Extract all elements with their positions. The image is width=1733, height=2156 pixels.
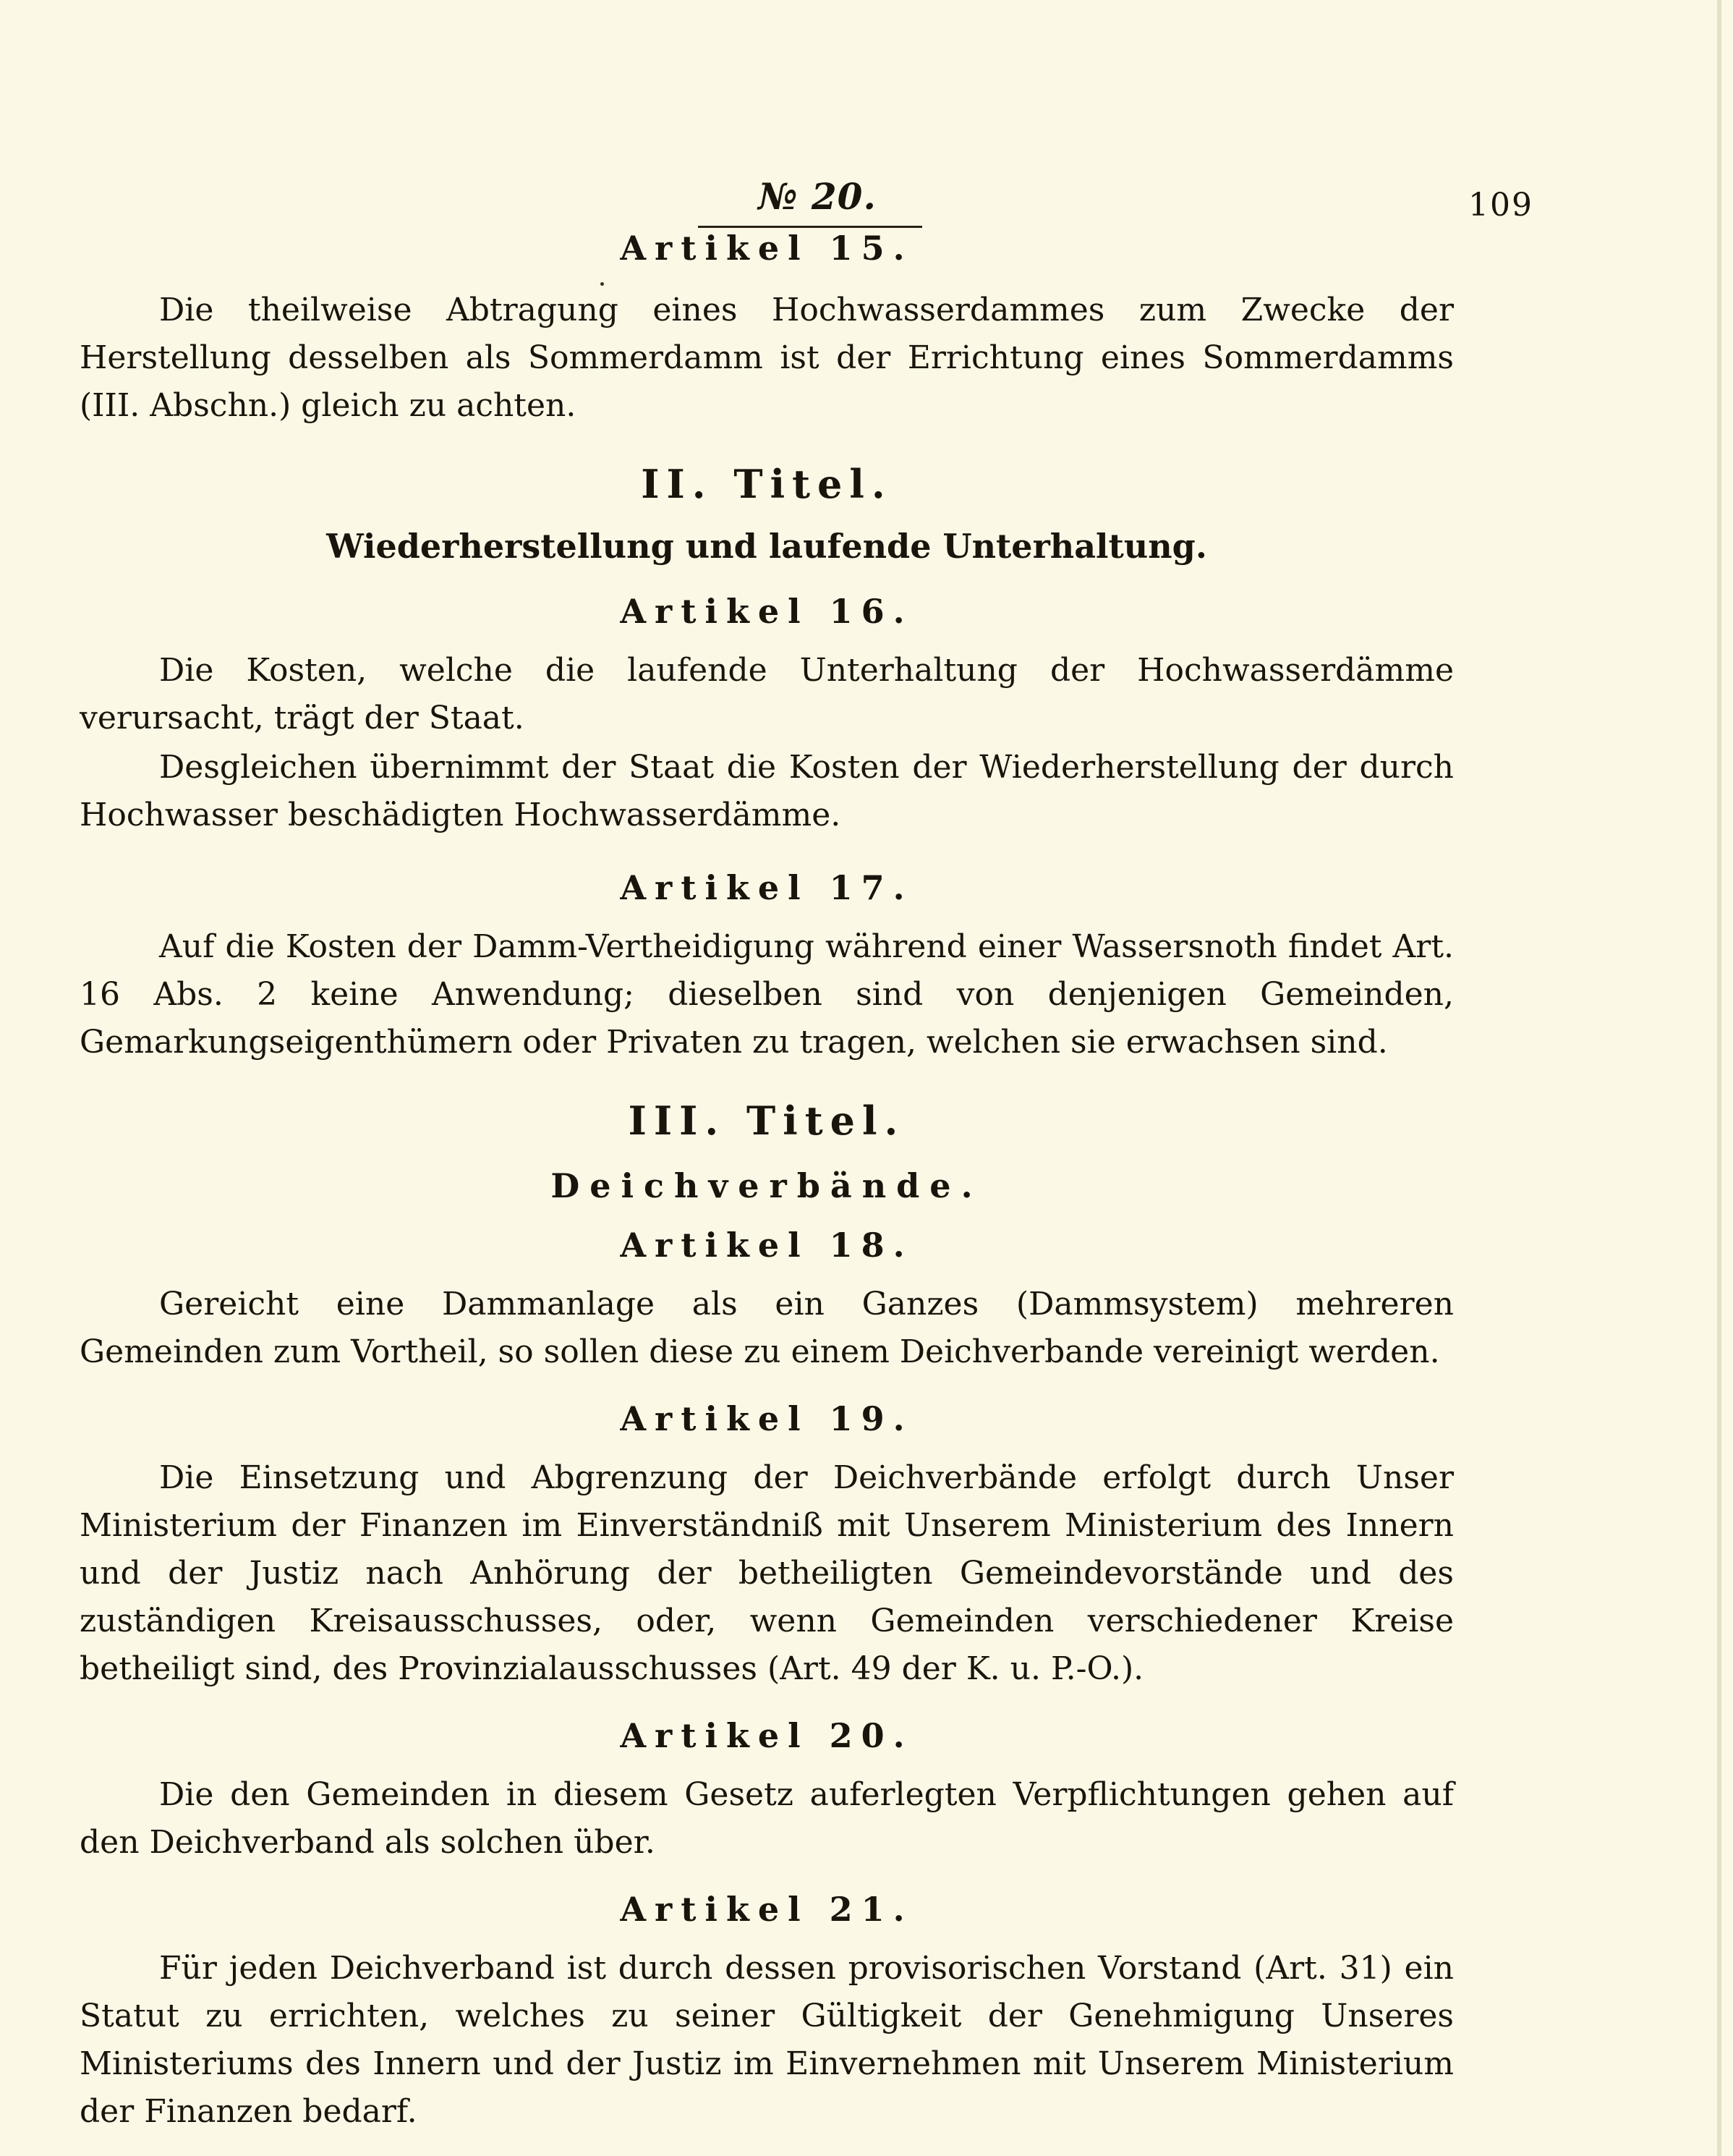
article-paragraph: Für jeden Deichverband ist durch dessen provisorischen Vorstand (Art. 31) ein Statut zu errichten, welches zu seiner Gültigkeit der Genehmigung Unseres Ministeriums des Innern und der Justiz im Einvernehmen mit Unserem Ministerium der Finanzen bedarf. <box>80 1950 1454 2130</box>
page-header <box>80 166 1533 232</box>
article-paragraph: Die den Gemeinden in diesem Gesetz auferlegten Verpflichtungen gehen auf den Deichverband als solchen über. <box>80 1776 1454 1861</box>
title-ii <box>80 461 1454 566</box>
page-number: 109 <box>1468 187 1533 224</box>
issue-number: № 20. <box>758 175 877 218</box>
page-edge-shadow <box>1717 0 1721 2156</box>
article-20 <box>80 1716 1454 1867</box>
issue-underline <box>698 226 922 228</box>
article-heading: Artikel 17. <box>620 868 914 907</box>
title-iii <box>80 1098 1454 1205</box>
article-18 <box>80 1228 1454 1376</box>
article-17 <box>80 868 1454 1066</box>
article-paragraph: Die Kosten, welche die laufende Unterhaltung der Hochwasserdämme verursacht, trägt der Staat. <box>80 652 1454 737</box>
article-paragraph: Desgleichen übernimmt der Staat die Kosten der Wiederherstellung der durch Hochwasser beschädigten Hochwasserdämme. <box>80 749 1454 833</box>
article-paragraph: Die Einsetzung und Abgrenzung der Deichverbände erfolgt durch Unser Ministerium der Finanzen im Einverständniß mit Unserem Ministerium des Innern und der Justiz nach Anhörung der betheiligten Gemeindevorstände und des zuständigen Kreisausschusses, oder, wenn Gemeinden verschiedener Kreise betheiligt sind, des Provinzialausschusses (Art. 49 der K. u. P.-O.). <box>80 1459 1454 1687</box>
article-heading: Artikel 19. <box>620 1399 914 1438</box>
article-16 <box>80 592 1454 839</box>
article-heading: Artikel 21. <box>620 1890 914 1929</box>
article-paragraph: Auf die Kosten der Damm-Vertheidigung während einer Wassersnoth findet Art. 16 Abs. 2 keine Anwendung; dieselben sind von denjenigen Gemeinden, Gemarkungseigenthümern oder Privaten zu tragen, welchen sie erwachsen sind. <box>80 928 1454 1061</box>
article-paragraph: Gereicht eine Dammanlage als ein Ganzes (Dammsystem) mehreren Gemeinden zum Vortheil, so sollen diese zu einem Deichverbande vereinigt werden. <box>80 1286 1454 1370</box>
document-page <box>80 166 1533 2136</box>
title-heading: III. Titel. <box>628 1098 906 1144</box>
print-speck <box>600 282 604 286</box>
article-heading: Artikel 20. <box>620 1716 914 1755</box>
title-heading: II. Titel. <box>641 461 893 507</box>
title-subheading: Deichverbände. <box>550 1166 983 1205</box>
article-heading: Artikel 16. <box>620 592 914 631</box>
article-21 <box>80 1890 1454 2136</box>
article-19 <box>80 1399 1454 1693</box>
article-heading: Artikel 18. <box>620 1226 914 1265</box>
article-15 <box>80 229 1454 430</box>
article-paragraph: Die theilweise Abtragung eines Hochwasserdammes zum Zwecke der Herstellung desselben als Sommerdamm ist der Errichtung eines Sommerdamms (III. Abschn.) gleich zu achten. <box>80 292 1454 424</box>
article-heading: Artikel 15. <box>620 229 914 268</box>
title-subheading: Wiederherstellung und laufende Unterhaltung. <box>326 527 1207 566</box>
